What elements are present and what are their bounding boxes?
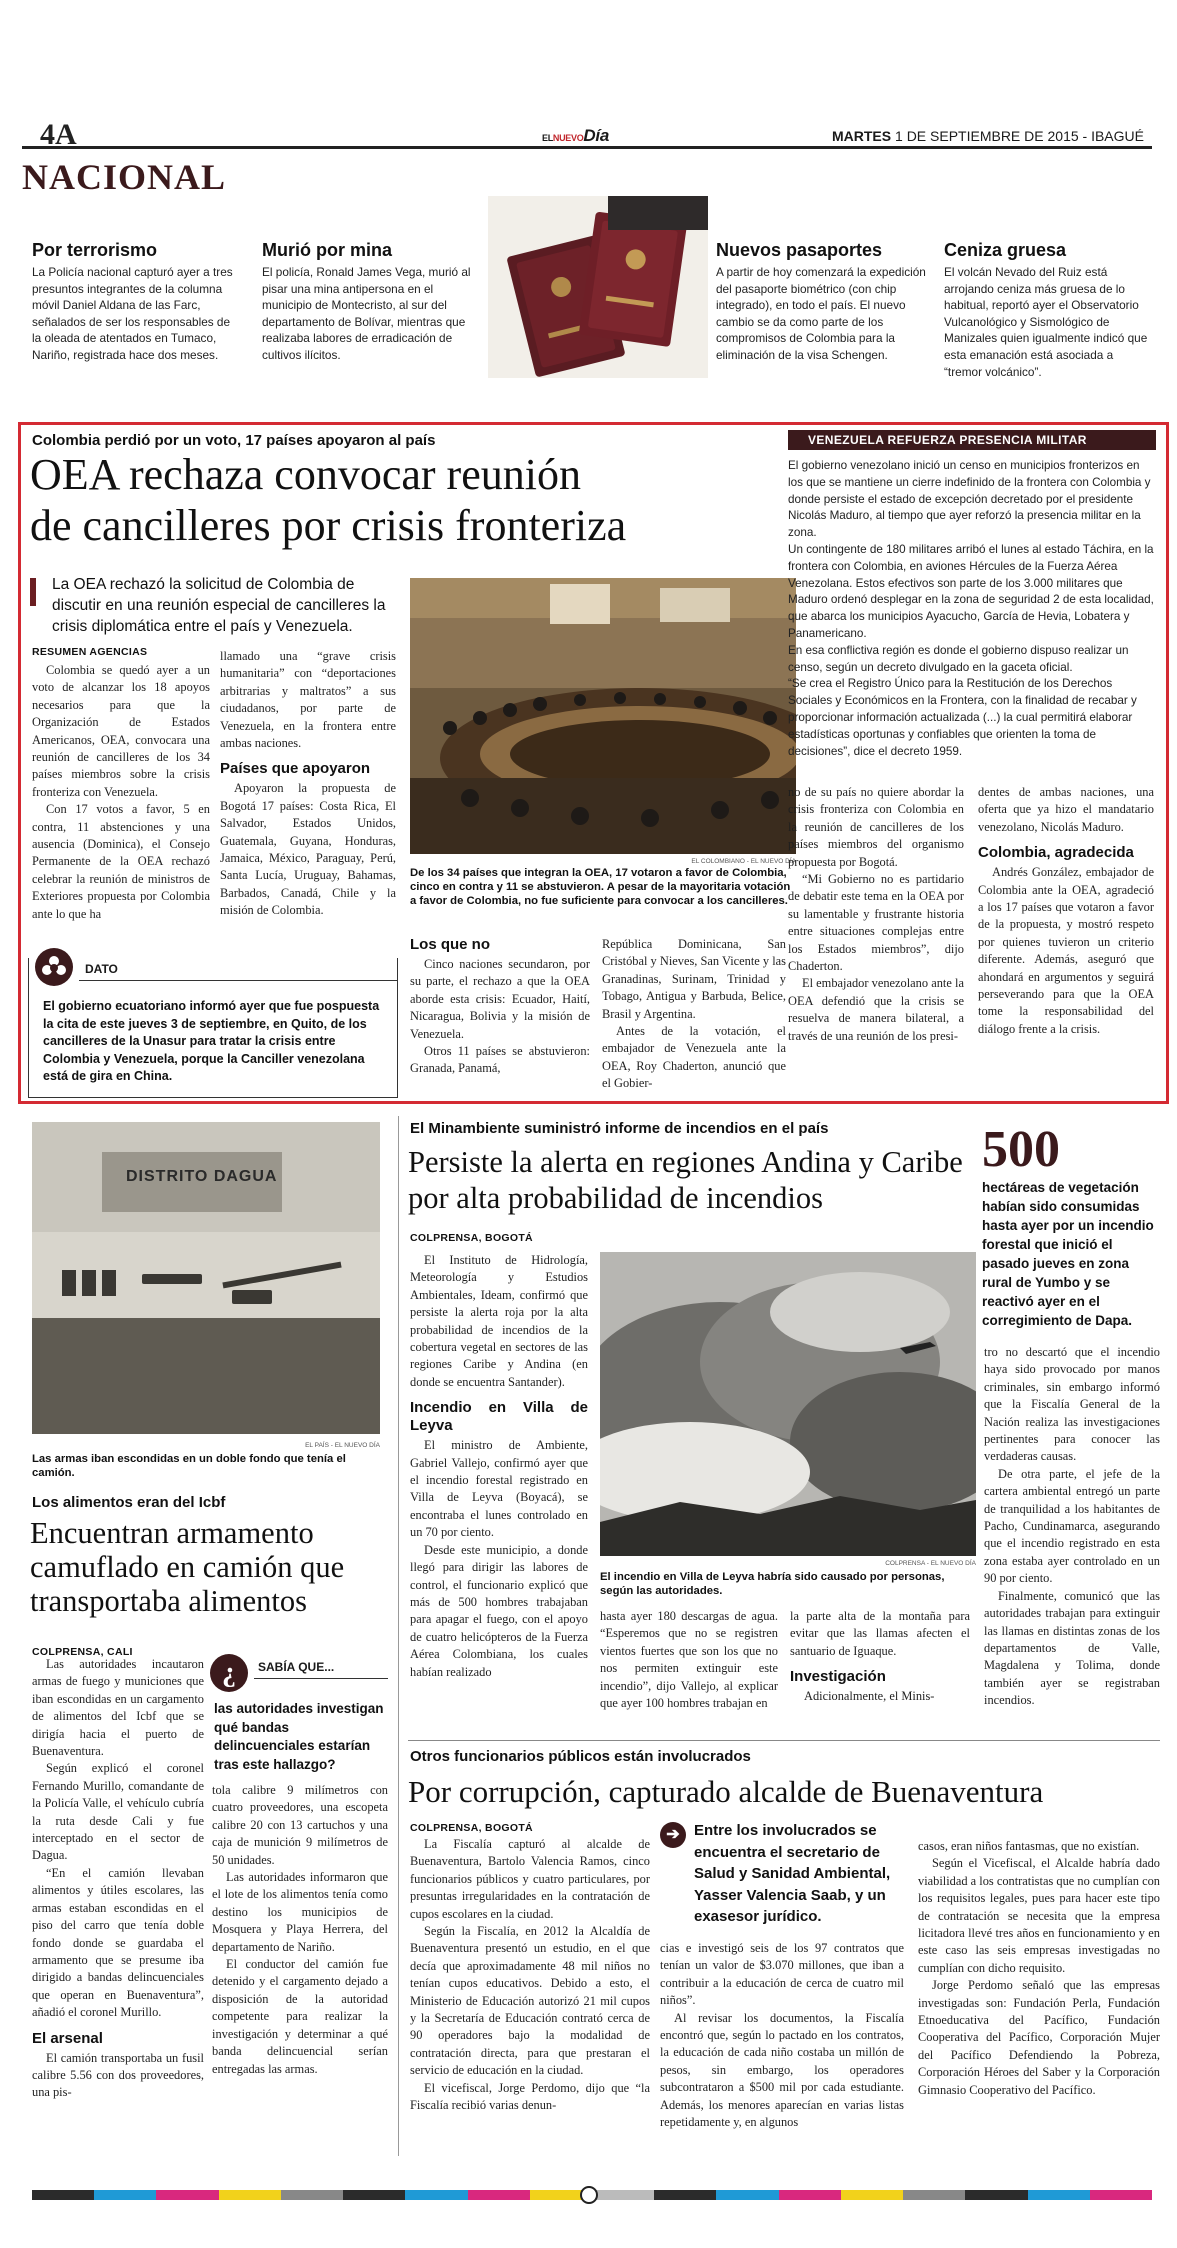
brief-title: Nuevos pasaportes (716, 240, 883, 260)
corruption-credit: COLPRENSA, BOGOTÁ (410, 1822, 533, 1834)
brief-body: El volcán Nevado del Ruiz está arrojando ceniza más gruesa de lo habitual, reportó ayer el Observatorio Vulcanológico y Sismológico de Manizales quien igualmente indicó que esta emanación está asociada a “tremor volcánico”. (944, 265, 1148, 379)
corruption-col-1 (410, 1836, 650, 2115)
paragraph: Con 17 votos a favor, 5 en contra, 11 abstenciones y una ausencia (Dominica), el Consejo Permanente de la OEA rechazó celebrar la reunión de ministros de Exteriores propuesta por Colombia ante lo que ha (32, 802, 210, 921)
issue-date-rest: 1 DE SEPTIEMBRE DE 2015 - IBAGUÉ (895, 128, 1144, 144)
paragraph: El Instituto de Hidrología, Meteorología y Estudios Ambientales, Ideam, confirmó que persiste la alerta roja por la alta probabilidad de incendios de la cobertura vegetal en sectores de las regiones Caribe y Andina (en donde se encuentra Santander). (410, 1253, 588, 1389)
newspaper-logo (542, 126, 609, 146)
passports-illustration (488, 196, 708, 378)
brief-body: El policía, Ronald James Vega, murió al pisar una mina antipersona en el municipio de Montecristo, al sur del departamento de Bolívar, mientras que realizaba labores de erradicación de cultivos ilícitos. (262, 265, 471, 362)
venezuela-body (788, 458, 1156, 760)
subhead: Países que apoyaron (220, 760, 371, 778)
section-title: NACIONAL (22, 157, 227, 197)
sabia-body: las autoridades investigan qué bandas delincuenciales estarían tras este hallazgo? (214, 1701, 384, 1772)
oea-headline-1: OEA rechaza convocar reunión (30, 450, 581, 499)
paragraph: tro no descartó que el incendio haya sido provocado por manos criminales, sin embargo informó que la Fiscalía General de la Nación realiza las investigaciones pertinentes para conocer las verdaderas causas. (984, 1345, 1160, 1464)
issue-day: MARTES (832, 128, 892, 144)
brief-ash (944, 240, 1154, 380)
hectares-number: 500 (982, 1121, 1060, 1178)
corruption-kicker: Otros funcionarios públicos están involucrados (410, 1748, 751, 1765)
brief-title: Murió por mina (262, 240, 392, 260)
arrow-icon: ➔ (660, 1822, 686, 1848)
question-icon: ¿ (210, 1654, 248, 1692)
paragraph: Apoyaron la propuesta de Bogotá 17 países: Costa Rica, El Salvador, Estados Unidos, Guatemala, Guyana, Honduras, Jamaica, México, Paraguay, Perú, Santa Lucía, Uruguay, Bahamas, Barbados, Canadá, Chile y la misión de Colombia. (220, 781, 396, 918)
dato-body: El gobierno ecuatoriano informó ayer que fue pospuesta la cita de este jueves 3 de septiembre, en Quito, de los cancilleres de la Unasur para tratar la crisis entre Colombia y Venezuela, porque la Canciller venezolana está de gira en China. (43, 999, 380, 1083)
paragraph: Antes de la votación, el embajador de Venezuela ante la OEA, Roy Chaderton, anunció que el Gobier- (602, 1024, 786, 1091)
paragraph: El embajador venezolano ante la OEA defendió que la crisis se resuelva de manera bilateral, a través de una reunión de los presi- (788, 976, 964, 1043)
fires-col-4 (984, 1344, 1160, 1710)
arms-col-1 (32, 1656, 204, 2102)
fires-kicker: El Minambiente suministró informe de incendios en el país (410, 1120, 829, 1137)
paragraph: Andrés González, embajador de Colombia ante la OEA, agradeció a los 17 países que votaron a favor de la propuesta, y mostró respeto por quienes tuvieron un criterio diferente. Además, aseguró que ahondará en argumentos y seguirá perseverando para que la OEA tome la responsabilidad del diálogo frente a la crisis. (978, 865, 1154, 1036)
logo-dia: Día (583, 126, 609, 145)
paragraph: “Se crea el Registro Único para la Restitución de los Derechos Sociales y Económicos en la Frontera, con la finalidad de recabar y proporcionar información actualizada (...) la cual permitirá elaborar estadísticas oportunas y confiables que orienten la toma de decisiones”, dice el decreto 1959. (788, 677, 1137, 758)
venezuela-label: VENEZUELA REFUERZA PRESENCIA MILITAR (788, 430, 1156, 450)
brief-body: A partir de hoy comenzará la expedición del pasaporte biométrico (con chip integrado), en todo el país. El nuevo cambio se da como parte de los compromisos de Colombia para la eliminación de la visa Schengen. (716, 265, 926, 362)
fire-caption: El incendio en Villa de Leyva habría sido causado por personas, según las autoridades. (600, 1571, 945, 1597)
arms-sign: DISTRITO DAGUA (126, 1168, 278, 1185)
oea-photo-caption: De los 34 países que integran la OEA, 17 votaron a favor de Colombia, cinco en contra y 11 se abstuvieron. A pesar de la mayoritaria votación a favor de Colombia, no fue suficiente para convocar a los cancilleres. (410, 867, 791, 907)
paragraph: De otra parte, el jefe de la cartera ambiental entregó un parte de tranquilidad a los habitantes de Pacho, Cundinamarca, asegurando que el incendio registrado en esta zona estaba ayer controlado en un 90 por ciento. (984, 1466, 1160, 1586)
masthead (22, 118, 1152, 208)
oea-col-2 (220, 648, 396, 920)
paragraph: El ministro de Ambiente, Gabriel Vallejo, confirmó ayer que el incendio forestal registrado en Villa de Leyva (Boyacá), se encontraba el lunes controlado en un 70 por ciento. (410, 1438, 588, 1540)
paragraph: dentes de ambas naciones, una oferta que ya hizo el mandatario venezolano, Nicolás Maduro. (978, 785, 1154, 834)
paragraph: Según la Fiscalía, en 2012 la Alcaldía de Buenaventura presentó un estudio, en el que decía que aproximadamente 48 mil niños no tenían cupos educativos. Debido a esto, el Ministerio de Educación autorizó 21 mil cupos y la Secretaría de Educación contrató cerca de 90 operadores bajo la modalidad de contratación directa, para que prestaran el servicio de educación en la ciudad. (410, 1924, 650, 2078)
dato-badge (35, 948, 73, 986)
dato-box (28, 958, 398, 1098)
page-number: 4A (40, 118, 77, 151)
brief-terrorism (32, 240, 242, 364)
brief-body: La Policía nacional capturó ayer a tres presuntos integrantes de la columna móvil Daniel Aldana de las Farc, señalados de ser los responsables de la oleada de atentados en Tumaco, Nariño, registrada hace dos meses. (32, 265, 233, 362)
oea-headline-2: de cancilleres por crisis fronteriza (30, 501, 627, 550)
subhead: Incendio en Villa de Leyva (410, 1399, 588, 1435)
sabia-label: SABÍA QUE... (258, 1660, 335, 1674)
oea-assembly-illustration (410, 578, 796, 854)
paragraph: Colombia se quedó ayer a un voto de alcanzar los 18 apoyos necesarios para que la Organización de Estados Americanos, OEA, convocara una reunión de cancilleres de los 34 países miembros sobre la crisis fronteriza con Venezuela. (32, 663, 210, 799)
paragraph: Según el Vicefiscal, el Alcalde habría dado viabilidad a los contratistas que no cumplían con los requisitos legales, pues para hacer este tipo de contratación se necesita que la empresa licitadora llevé tres años en funcionamiento y en este caso las seis empresas investigadas no cumplían con dicho requisito. (918, 1856, 1160, 1975)
fires-headline: Persiste la alerta en regiones Andina y Caribe por alta probabilidad de incendios (408, 1145, 963, 1215)
oea-lead-text: La OEA rechazó la solicitud de Colombia de discutir en una reunión especial de cancilleres la crisis diplomática entre el país y Venezuela. (52, 576, 386, 635)
fire-smoke-illustration (600, 1252, 976, 1556)
fires-credit: COLPRENSA, BOGOTÁ (410, 1232, 533, 1244)
arms-credit: COLPRENSA, CALI (32, 1646, 133, 1658)
paragraph: “En el camión llevaban alimentos y útiles escolares, las armas estaban escondidas en el piso del carro que tenía doble fondo donde se guardaba el armamento que se presume iba dirigido a bandas delincuenciales que operan en Buenaventura”, añadió el coronel Murillo. (32, 1865, 204, 2020)
oea-credit: RESUMEN AGENCIAS (32, 646, 148, 658)
brief-passports (716, 240, 926, 364)
dato-label: DATO (85, 962, 118, 976)
subhead: Colombia, agradecida (978, 844, 1134, 862)
column-divider (398, 1116, 399, 2156)
paragraph: Las autoridades informaron que el lote de los alimentos tenía como destino los municipios de Mosquera y Playa Herrera, del departamento de Nariño. (212, 1870, 388, 1954)
oea-kicker: Colombia perdió por un voto, 17 países apoyaron al país (32, 432, 436, 449)
fires-col-2 (600, 1608, 778, 1712)
dato-star-icon (35, 948, 73, 986)
hectares-stat (982, 1121, 1162, 1330)
pullquote-text: Entre los involucrados se encuentra el secretario de Salud y Sanidad Ambiental, Yasser Valencia Saab, y un exasesor jurídico. (694, 1822, 891, 1925)
paragraph: no de su país no quiere abordar la crisis fronteriza con Colombia en la reunión de cancilleres de los países miembros del organismo propuesta por Bogotá. (788, 785, 964, 869)
paragraph: La Fiscalía capturó al alcalde de Buenaventura, Bartolo Valencia Ramos, cinco funcionarios públicos y cuatro particulares, por presuntas irregularidades en la contratación de cupos escolares en la ciudad. (410, 1837, 650, 1921)
arms-kicker: Los alimentos eran del Icbf (32, 1494, 226, 1511)
subhead: Los que no (410, 936, 490, 953)
paragraph: Según explicó el coronel Fernando Murillo, comandante de la Policía Valle, el vehículo cubría la ruta desde Cali y fue interceptado en el sector de Dagua. (32, 1761, 204, 1863)
paragraph: Un contingente de 180 militares arribó el lunes al estado Táchira, en la frontera con Colombia, en aviones Hércules de la Fuerza Aérea Venezolana. Estos efectivos son parte de los 3.000 militares que Maduro ordenó desplegar en la zona de seguridad 2 de esta localidad, que abarca los municipios Ayacucho, García de Hevia, Lobatera y Panamericano. (788, 542, 1154, 640)
oea-photo (410, 578, 796, 854)
oea-col-1 (32, 662, 210, 923)
lead-marker (30, 578, 36, 606)
sabia-rule (254, 1678, 388, 1679)
passports-photo (488, 196, 708, 378)
corruption-col-3 (918, 1838, 1160, 2099)
corruption-headline: Por corrupción, capturado alcalde de Buenaventura (408, 1774, 1044, 1809)
registration-mark-icon (580, 2186, 598, 2204)
arms-caption: Las armas iban escondidas en un doble fondo que tenía el camión. (32, 1453, 346, 1479)
paragraph: cias e investigó seis de los 97 contratos que tenían un valor de $3.070 millones, que iban a contribuir a la educación de cerca de cuatro mil niños”. (660, 1941, 904, 2008)
paragraph: Otros 11 países se abstuvieron: Granada, Panamá, (410, 1044, 590, 1076)
fires-col-1 (410, 1252, 588, 1681)
subhead: El arsenal (32, 2029, 103, 2047)
oea-photo-credit: EL COLOMBIANO - EL NUEVO DÍA (691, 858, 796, 865)
paragraph: El conductor del camión fue detenido y el cargamento dejado a disposición de la autoridad competente para realizar la investigación y determinar a qué banda delincuencial serían entregadas las armas. (212, 1957, 388, 2076)
paragraph: República Dominicana, San Cristóbal y Nieves, San Vicente y las Granadinas, Surinam, Trinidad y Tobago, Antigua y Barbuda, Belice, Brasil y Argentina. (602, 937, 786, 1021)
paragraph: En esa conflictiva región es donde el gobierno dispuso realizar un censo, según un decreto divulgado en la gaceta oficial. (788, 643, 1129, 674)
paragraph: la parte alta de la montaña para evitar que las llamas afecten el santuario de Iguaque. (790, 1609, 970, 1658)
oea-lead (30, 574, 400, 637)
paragraph: Cinco naciones secundaron, por su parte, el rechazo a que la OEA aborde esta crisis: Ecuador, Haití, Nicaragua, Bolivia y la misión de Venezuela. (410, 957, 590, 1041)
subhead: Investigación (790, 1668, 886, 1686)
logo-nuevo: NUEVO (552, 133, 584, 143)
paragraph: El gobierno venezolano inició un censo en municipios fronterizos en los que se mantiene un cierre indefinido de la frontera con Colombia y donde persiste el estado de excepción decretado por el presidente Nicolás Maduro, al tiempo que ayer reforzó la presencia militar en la zona. (788, 459, 1151, 540)
arms-col-2 (212, 1782, 388, 2078)
paragraph: llamado una “grave crisis humanitaria” con “deportaciones arbitrarias y maltratos” a sus ciudadanos, por parte de Venezuela, en la frontera entre ambas naciones. (220, 649, 396, 751)
logo-el: EL (542, 133, 553, 143)
paragraph: “Mi Gobierno no es partidario de debatir este tema en la OEA por su lamentable y frustrante historia entre situaciones complejas entre los Estados miembros”, dijo Chaderton. (788, 872, 964, 974)
paragraph: Al revisar los documentos, la Fiscalía encontró que, según lo pactado en los contratos, la educación de cada niño costaba un millón de pesos, sin embargo, los operadores subcontrataron a $500 mil por cada estudiante. Además, los menores aparecían en varias listas repetidamente y, en algunos (660, 2010, 904, 2130)
fire-photo (600, 1252, 976, 1556)
oea-col-3 (410, 936, 590, 1078)
oea-col-4 (602, 936, 786, 1093)
arms-headline: Encuentran armamento camuflado en camión que transportaba alimentos (30, 1516, 345, 1618)
masthead-rule (22, 146, 1152, 149)
fire-photo-credit: COLPRENSA - EL NUEVO DÍA (885, 1560, 976, 1567)
sabia-box (210, 1654, 388, 1772)
brief-title: Ceniza gruesa (944, 240, 1067, 260)
issue-date (832, 128, 1144, 144)
venezuela-box (788, 430, 1156, 770)
paragraph: El vicefiscal, Jorge Perdomo, dijo que “la Fiscalía recibió varias denun- (410, 2080, 650, 2113)
dato-rule (79, 980, 397, 981)
paragraph: casos, eran niños fantasmas, que no existían. (918, 1839, 1140, 1853)
brief-title: Por terrorismo (32, 240, 158, 260)
paragraph: Finalmente, comunicó que las autoridades trabajan para extinguir las llamas en distintas zonas de los departamentos de Valle, Magdalena y Tolima, donde también ayer se registraban incendios. (984, 1588, 1160, 1708)
paragraph: Jorge Perdomo señaló que las empresas investigadas son: Fundación Perla, Fundación Etnoeducativa del Pacífico, Fundación Cooperativa del Pacífico, Corporación Mujer del Pacífico Defendiendo la Pobreza, Corporación Héroes del Saber y la Corporación Gimnasio Cooperativo del Pacífico. (918, 1978, 1160, 2097)
arms-photo (32, 1122, 380, 1434)
section-divider (408, 1740, 1160, 1741)
paragraph: Las autoridades incautaron armas de fuego y municiones que iban escondidas en un cargamento de alimentos del Icbf que se dirigía hacia el puerto de Buenaventura. (32, 1657, 204, 1759)
oea-col-5 (788, 784, 964, 1045)
paragraph: tola calibre 9 milímetros con cuatro proveedores, una escopeta calibre 20 con 13 cartuchos y una caja de munición 9 milímetros de 50 unidades. (212, 1783, 388, 1867)
oea-col-6 (978, 784, 1154, 1038)
fires-col-3 (790, 1608, 970, 1706)
paragraph: El camión transportaba un fusil calibre 5.56 con dos proveedores, una pis- (32, 2050, 204, 2100)
brief-mine (262, 240, 474, 364)
corruption-pullquote (660, 1820, 910, 1928)
corruption-col-2 (660, 1940, 904, 2131)
paragraph: Desde este municipio, a donde llegó para dirigir las labores de control, el funcionario explicó que más de 500 hombres trabajaban para apagar el fuego, con el apoyo de cuatro helicópteros de la Fuerza Aérea Colombiana, los cuales habían realizado (410, 1542, 588, 1679)
paragraph: hasta ayer 180 descargas de agua. “Esperemos que no se registren vientos fuertes que son los que no nos permiten extinguir este incendio”, dijo Vallejo, al explicar que ayer 100 hombres trabajan en (600, 1609, 778, 1711)
arms-photo-credit: EL PAÍS - EL NUEVO DÍA (305, 1442, 380, 1449)
paragraph: Adicionalmente, el Minis- (804, 1689, 935, 1704)
hectares-text: hectáreas de vegetación habían sido consumidas hasta ayer por un incendio forestal que inició el pasado jueves en zona rural de Yumbo y se reactivó ayer en el corregimiento de Dapa. (982, 1180, 1154, 1328)
